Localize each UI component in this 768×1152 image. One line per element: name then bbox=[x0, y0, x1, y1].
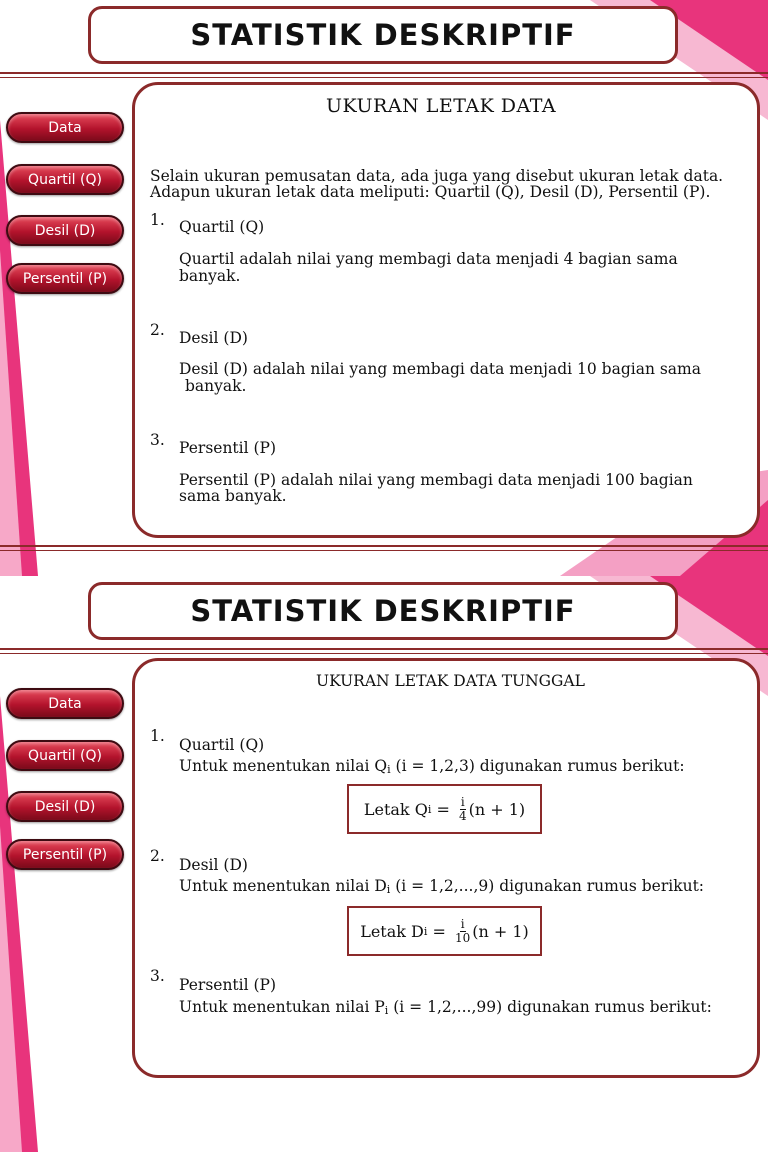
title-bar bbox=[88, 6, 678, 64]
nav-button-data[interactable]: Data bbox=[6, 688, 124, 719]
item-label: Quartil (Q) bbox=[179, 218, 265, 236]
nav-button-data[interactable]: Data bbox=[6, 112, 124, 143]
title-bar bbox=[88, 582, 678, 640]
nav-button-desil[interactable]: Desil (D) bbox=[6, 791, 124, 822]
item-number: 3. bbox=[150, 431, 165, 449]
nav-button-quartil[interactable]: Quartil (Q) bbox=[6, 164, 124, 195]
content-panel bbox=[132, 82, 760, 538]
slide-title: STATISTIK DESKRIPTIF bbox=[190, 594, 576, 628]
rule-text: Untuk menentukan nilai Qi (i = 1,2,3) digunakan rumus berikut: bbox=[179, 757, 685, 776]
nav-button-quartil[interactable]: Quartil (Q) bbox=[6, 740, 124, 771]
nav-button-persentil[interactable]: Persentil (P) bbox=[6, 839, 124, 870]
nav-button-persentil[interactable]: Persentil (P) bbox=[6, 263, 124, 294]
intro-text: Adapun ukuran letak data meliputi: Quartil (Q), Desil (D), Persentil (P). bbox=[150, 183, 711, 201]
item-description: sama banyak. bbox=[179, 487, 287, 505]
formula-box-desil: Letak D i = $\frac{i}{10}$ (n + 1) bbox=[347, 906, 542, 956]
item-number: 2. bbox=[150, 847, 165, 865]
section-heading: UKURAN LETAK DATA bbox=[326, 95, 557, 117]
item-label: Persentil (P) bbox=[179, 976, 277, 994]
divider-line bbox=[0, 77, 768, 78]
formula-box-quartil: Letak Q i = $\frac{i}{4}$ (n + 1) bbox=[347, 784, 542, 834]
divider-line bbox=[0, 653, 768, 654]
item-description: banyak. bbox=[185, 377, 247, 395]
item-label: Quartil (Q) bbox=[179, 736, 265, 754]
item-label: Desil (D) bbox=[179, 856, 248, 874]
item-label: Persentil (P) bbox=[179, 439, 277, 457]
item-description: Desil (D) adalah nilai yang membagi data menjadi 10 bagian sama bbox=[179, 360, 701, 378]
item-label: Desil (D) bbox=[179, 329, 248, 347]
item-number: 3. bbox=[150, 967, 165, 985]
item-number: 1. bbox=[150, 727, 165, 745]
item-number: 2. bbox=[150, 321, 165, 339]
item-description: banyak. bbox=[179, 267, 241, 285]
divider-line bbox=[0, 72, 768, 74]
item-description: Quartil adalah nilai yang membagi data menjadi 4 bagian sama bbox=[179, 250, 678, 268]
slide-2 bbox=[0, 576, 768, 1152]
rule-text: Untuk menentukan nilai Di (i = 1,2,...,9) digunakan rumus berikut: bbox=[179, 877, 705, 896]
rule-text: Untuk menentukan nilai Pi (i = 1,2,...,99) digunakan rumus berikut: bbox=[179, 998, 712, 1017]
slide-title: STATISTIK DESKRIPTIF bbox=[190, 18, 576, 52]
item-description: Persentil (P) adalah nilai yang membagi data menjadi 100 bagian bbox=[179, 471, 693, 489]
section-heading: UKURAN LETAK DATA TUNGGAL bbox=[316, 672, 585, 690]
nav-button-desil[interactable]: Desil (D) bbox=[6, 215, 124, 246]
divider-line bbox=[0, 545, 768, 547]
divider-line bbox=[0, 648, 768, 650]
intro-text: Selain ukuran pemusatan data, ada juga yang disebut ukuran letak data. bbox=[150, 167, 724, 185]
item-number: 1. bbox=[150, 211, 165, 229]
divider-line bbox=[0, 550, 768, 551]
